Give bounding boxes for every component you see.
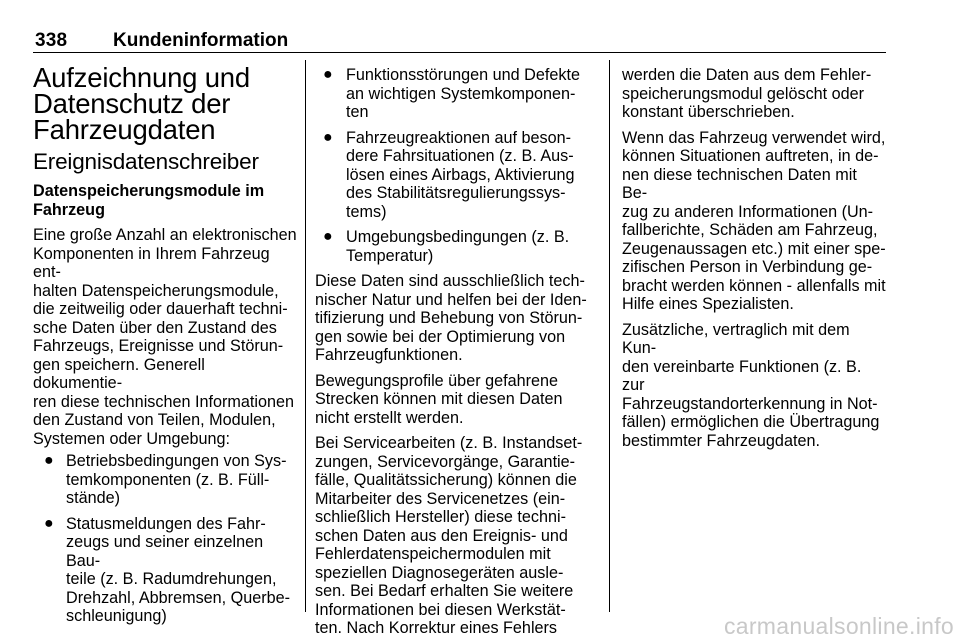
list-item: ● Statusmeldungen des Fahr- zeugs und seiner einzelnen Bau- teile (z. B. Radumdrehungen, Drehzahl, Abbremsen, Querbe- schleunigung) xyxy=(44,514,291,625)
column-1 xyxy=(33,60,298,625)
page-number: 338 xyxy=(35,30,68,51)
column-3 xyxy=(622,60,886,612)
subsection-heading: Datenspeicherungsmodule im Fahrzeug xyxy=(33,182,265,219)
intro-paragraph: Eine große Anzahl an elektronischen Komponenten in Ihrem Fahrzeug ent- halten Datenspeicherungsmodule, die zeitweilig oder dauerhaft techni- sche Daten über den Zustand des Fahrzeugs, Ereignisse und Störun- gen speichern. Generell dokumentie- ren diese technischen Informationen den Zustand von Teilen, Modulen, Systemen oder Umgebung: xyxy=(33,226,297,448)
paragraph: Zusätzliche, vertraglich mit dem Kun- den vereinbarte Funktionen (z. B. zur Fahrzeugstandorterkennung in Not- fällen) ermöglichen die Übertragung bestimmter Fahrzeugdaten. xyxy=(622,320,880,450)
column-divider-1 xyxy=(305,60,306,612)
running-head: Kundeninformation xyxy=(113,30,289,51)
list-item: ● Funktionsstörungen und Defekte an wichtigen Systemkomponen- ten xyxy=(323,66,580,121)
watermark: carmanualsonline.info xyxy=(723,613,954,639)
bullet-list-1 xyxy=(33,452,298,626)
list-item: ● Umgebungsbedingungen (z. B. Temperatur) xyxy=(323,228,570,265)
list-item: ● Fahrzeugreaktionen auf beson- dere Fahrsituationen (z. B. Aus- lösen eines Airbags, Aktivierung des Stabilitätsregulierungssys- tems) xyxy=(323,128,575,221)
list-item: ● Betriebsbedingungen von Sys- temkomponenten (z. B. Füll- stände) xyxy=(44,452,287,507)
paragraph: Bewegungsprofile über gefahrene Strecken können mit diesen Daten nicht erstellt werden. xyxy=(315,371,563,427)
paragraph: Diese Daten sind ausschließlich tech- nischer Natur und helfen bei der Iden- tifizierung und Behebung von Störun- gen sowie bei der Optimierung von Fahrzeugfunktionen. xyxy=(315,272,587,364)
section-subtitle: Ereignisdatenschreiber xyxy=(33,149,259,174)
section-title: Aufzeichnung und Datenschutz der Fahrzeugdaten xyxy=(33,62,250,145)
paragraph: Wenn das Fahrzeug verwendet wird, können Situationen auftreten, in de- nen diese technischen Daten mit Be- zug zu anderen Informationen (Un- fallberichte, Schäden am Fahrzeug, Zeugenaussagen etc.) mit einer spe- zifischen Person in Verbindung ge- bracht werden können - allenfalls mit Hilfe eines Spezialisten. xyxy=(622,128,886,313)
bullet-list-2 xyxy=(315,66,591,265)
bullet-icon: ● xyxy=(44,452,54,469)
page-header xyxy=(33,30,886,53)
bullet-icon: ● xyxy=(323,228,333,245)
paragraph: Bei Servicearbeiten (z. B. Instandset- zungen, Servicevorgänge, Garantie- fälle, Qualitätssicherung) können die Mitarbeiter des Servicenetzes (ein- schließlich Hersteller) diese techni- schen Daten aus den Ereignis- und Fehlerdatenspeichermodulen mit speziellen Diagnosegeräten ausle- sen. Bei Bedarf erhalten Sie weitere Informationen bei diesen Werkstät- ten. Nach Korrektur eines Fehlers xyxy=(315,434,583,637)
bullet-icon: ● xyxy=(323,66,333,83)
column-2 xyxy=(315,60,591,637)
column-divider-2 xyxy=(609,60,610,612)
bullet-icon: ● xyxy=(323,128,333,146)
paragraph: werden die Daten aus dem Fehler- speicherungsmodul gelöscht oder konstant überschrieben. xyxy=(622,66,872,121)
bullet-icon: ● xyxy=(44,514,54,532)
